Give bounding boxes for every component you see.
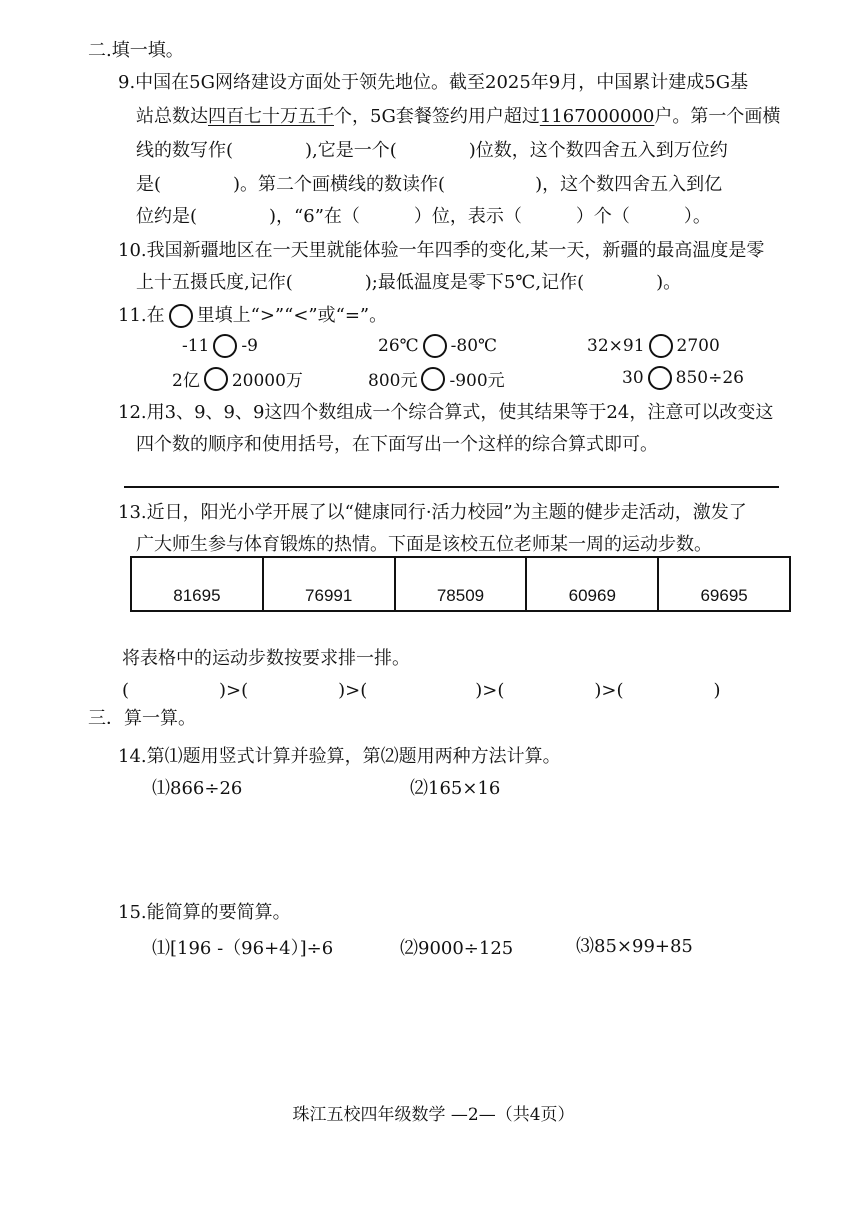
section-title-fill: 二.填一填。 xyxy=(88,40,184,61)
compare-left: 32×91 xyxy=(587,336,645,356)
q15-line1: 15.能简算的要简算。 xyxy=(118,902,291,923)
q15-part2: ⑵9000÷125 xyxy=(400,938,514,959)
compare-circle-input[interactable] xyxy=(648,366,672,390)
q9-line1: 9.中国在5G网络建设方面处于领先地位。截至2025年9月，中国累计建成5G基 xyxy=(118,72,749,93)
section-title-calc: 三．算一算。 xyxy=(88,708,196,729)
page-footer: 珠江五校四年级数学 —2—（共4页） xyxy=(292,1105,575,1125)
q10-line2: 上十五摄氏度,记作( );最低温度是零下5℃,记作( )。 xyxy=(136,272,682,293)
compare-left: 2亿 xyxy=(172,371,200,391)
q11-compare-r1c2 xyxy=(378,334,497,358)
q9-line4: 是( )。第二个画横线的数读作( )，这个数四舍五入到亿 xyxy=(136,174,723,195)
q11-compare-r2c3 xyxy=(622,366,744,390)
q9-line5: 位约是( )，“6”在（ ）位，表示（ ）个（ ）。 xyxy=(136,206,711,227)
q12-answer-line[interactable] xyxy=(124,486,779,488)
steps-cell: 81695 xyxy=(131,557,263,611)
q9-line2 xyxy=(136,106,780,128)
steps-cell: 76991 xyxy=(263,557,395,611)
q9-line2-post: 户。第一个画横 xyxy=(654,106,781,127)
steps-table xyxy=(130,556,791,612)
compare-right: 20000万 xyxy=(231,371,303,391)
q14-part1: ⑴866÷26 xyxy=(152,778,243,799)
compare-right: 850÷26 xyxy=(675,368,744,388)
q13-line1: 13.近日，阳光小学开展了以“健康同行·活力校园”为主题的健步走活动，激发了 xyxy=(118,502,747,523)
q9-underlined-number-1: 四百七十万五千 xyxy=(208,106,334,127)
q9-line3: 线的数写作( ),它是一个( )位数，这个数四舍五入到万位约 xyxy=(136,140,728,161)
q9-line2-mid: 个，5G套餐签约用户超过 xyxy=(334,106,540,127)
compare-right: -9 xyxy=(241,336,258,356)
q11-compare-r1c3 xyxy=(587,334,720,358)
compare-circle-input[interactable] xyxy=(649,334,673,358)
q14-line1: 14.第⑴题用竖式计算并验算，第⑵题用两种方法计算。 xyxy=(118,746,561,767)
q11-instruction xyxy=(118,304,387,328)
table-row xyxy=(131,557,790,611)
q12-line2: 四个数的顺序和使用括号，在下面写出一个这样的综合算式即可。 xyxy=(136,434,658,455)
q15-part1: ⑴[196 -（96+4）]÷6 xyxy=(152,938,334,959)
q13-instruction: 将表格中的运动步数按要求排一排。 xyxy=(122,648,410,669)
answer-circle-icon xyxy=(169,304,193,328)
compare-left: 30 xyxy=(622,368,644,388)
q9-line2-pre: 站总数达 xyxy=(136,106,208,127)
q15-part3: ⑶85×99+85 xyxy=(576,936,693,957)
compare-circle-input[interactable] xyxy=(421,367,445,391)
q9-underlined-number-2: 1167000000 xyxy=(539,106,655,127)
compare-left: 800元 xyxy=(368,371,418,391)
steps-cell: 78509 xyxy=(395,557,527,611)
compare-right: 2700 xyxy=(676,336,720,356)
q10-line1: 10.我国新疆地区在一天里就能体验一年四季的变化,某一天，新疆的最高温度是零 xyxy=(118,240,765,261)
q11-pre: 11.在 xyxy=(118,305,165,326)
compare-right: -900元 xyxy=(449,371,505,391)
steps-cell: 60969 xyxy=(526,557,658,611)
q11-compare-r2c1 xyxy=(172,366,303,391)
compare-circle-input[interactable] xyxy=(423,334,447,358)
compare-circle-input[interactable] xyxy=(213,334,237,358)
q11-compare-r1c1 xyxy=(182,334,258,358)
q14-part2: ⑵165×16 xyxy=(410,778,501,799)
q12-line1: 12.用3、9、9、9这四个数组成一个综合算式，使其结果等于24，注意可以改变这 xyxy=(118,402,774,423)
steps-cell: 69695 xyxy=(658,557,790,611)
q11-post: 里填上“>”“<”或“=”。 xyxy=(196,305,388,326)
compare-right: -80℃ xyxy=(450,336,498,356)
q13-order-blanks[interactable]: ( )>( )>( )>( )>( ) xyxy=(122,680,721,701)
compare-left: 26℃ xyxy=(378,336,419,356)
compare-left: -11 xyxy=(182,336,210,356)
compare-circle-input[interactable] xyxy=(204,367,228,391)
q13-line2: 广大师生参与体育锻炼的热情。下面是该校五位老师某一周的运动步数。 xyxy=(136,534,712,555)
q11-compare-r2c2 xyxy=(368,366,505,391)
